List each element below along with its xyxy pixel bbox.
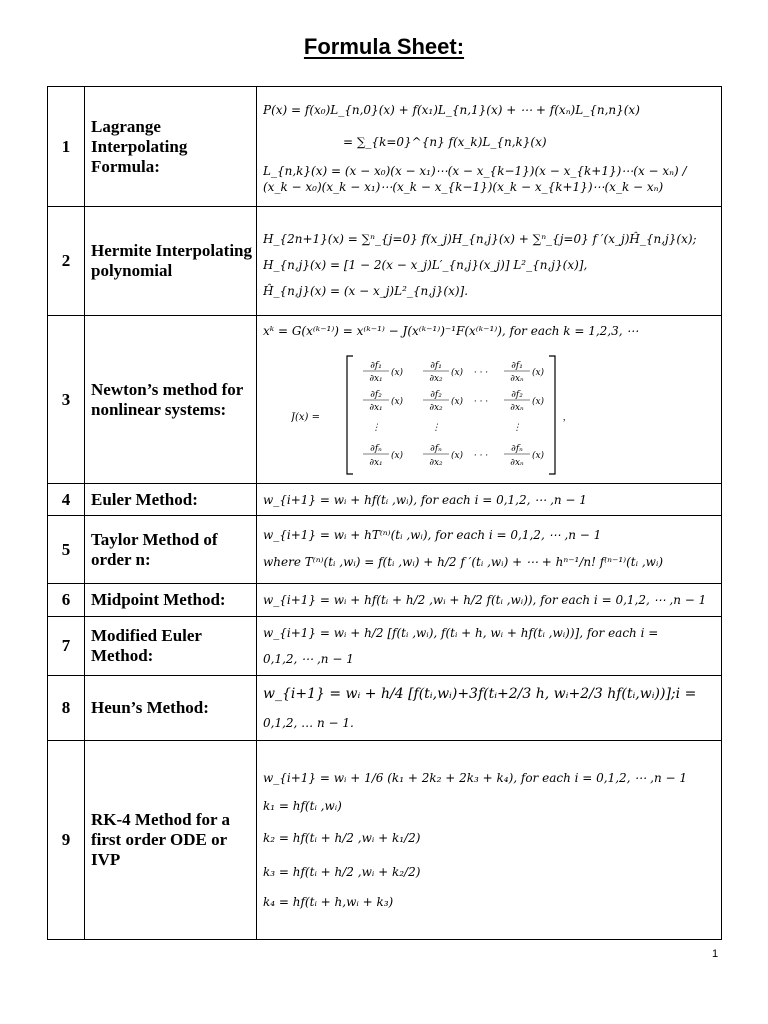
svg-text:∂f₂: ∂f₂ <box>430 389 442 400</box>
method-name: Midpoint Method: <box>85 584 257 617</box>
svg-text:(x): (x) <box>450 396 464 407</box>
method-name: Taylor Method of order n: <box>85 516 257 584</box>
svg-text:∂xₙ: ∂xₙ <box>510 402 524 413</box>
formula-line: where T⁽ⁿ⁾(tᵢ ,wᵢ) = f(tᵢ ,wᵢ) + h/2 f ′(tᵢ ,wᵢ) + ⋯ + hⁿ⁻¹/n! f⁽ⁿ⁻¹⁾(tᵢ ,wᵢ) <box>263 554 664 569</box>
formula-line: w_{i+1} = wᵢ + hT⁽ⁿ⁾(tᵢ ,wᵢ), for each i = 0,1,2, ⋯ ,n − 1 <box>263 527 602 542</box>
svg-text:⋮: ⋮ <box>371 422 381 433</box>
formula-line: k₃ = hf(tᵢ + h/2 ,wᵢ + k₂/2) <box>263 865 421 879</box>
table-row <box>48 87 722 207</box>
svg-text:· · ·: · · · <box>473 450 489 461</box>
page-title: Formula Sheet: <box>303 34 465 59</box>
svg-text:∂x₂: ∂x₂ <box>429 373 443 384</box>
svg-text:∂fₙ: ∂fₙ <box>430 443 442 454</box>
formula-cell <box>257 741 722 940</box>
table-row <box>48 207 722 316</box>
table-row <box>48 484 722 516</box>
formula-cell <box>257 207 722 316</box>
table-row <box>48 741 722 940</box>
method-name: RK-4 Method for a first order ODE or IVP <box>85 741 257 940</box>
svg-text:(x): (x) <box>450 367 464 378</box>
svg-text:· · ·: · · · <box>473 367 489 378</box>
svg-text:∂fₙ: ∂fₙ <box>370 443 382 454</box>
svg-text:⋮: ⋮ <box>431 422 441 433</box>
formula-cell <box>257 87 722 207</box>
svg-text:∂x₂: ∂x₂ <box>429 402 443 413</box>
formula-line: H_{n,j}(x) = [1 − 2(x − x_j)L′_{n,j}(x_j)] L²_{n,j}(x)], <box>263 257 588 272</box>
svg-text:∂fₙ: ∂fₙ <box>511 443 523 454</box>
method-name: Heun’s Method: <box>85 676 257 741</box>
svg-text:∂x₁: ∂x₁ <box>369 373 383 384</box>
formula-line: w_{i+1} = wᵢ + hf(tᵢ ,wᵢ), for each i = 0,1,2, ⋯ ,n − 1 <box>263 492 587 507</box>
method-name: Euler Method: <box>85 484 257 516</box>
svg-text:∂x₂: ∂x₂ <box>429 457 443 468</box>
method-name: Newton’s method for nonlinear systems: <box>85 316 257 484</box>
svg-text:(x): (x) <box>531 396 545 407</box>
svg-text:∂x₁: ∂x₁ <box>369 402 383 413</box>
row-number: 3 <box>48 316 85 484</box>
row-number: 5 <box>48 516 85 584</box>
svg-text:· · ·: · · · <box>473 396 489 407</box>
svg-text:∂f₁: ∂f₁ <box>511 360 523 371</box>
svg-text:(x): (x) <box>531 450 545 461</box>
jacobian-matrix <box>291 350 591 480</box>
svg-text:J(x) =: J(x) = <box>291 411 321 423</box>
formula-line: Ĥ_{n,j}(x) = (x − x_j)L²_{n,j}(x)]. <box>263 283 469 298</box>
formula-table <box>47 86 722 940</box>
svg-text:(x): (x) <box>450 450 464 461</box>
formula-line: = ∑_{k=0}^{n} f(x_k)L_{n,k}(x) <box>343 134 547 149</box>
formula-line: k₂ = hf(tᵢ + h/2 ,wᵢ + k₁/2) <box>263 831 421 845</box>
row-number: 7 <box>48 617 85 676</box>
formula-line: 0,1,2, … n − 1. <box>263 716 354 730</box>
formula-line: w_{i+1} = wᵢ + h/2 [f(tᵢ ,wᵢ), f(tᵢ + h, wᵢ + hf(tᵢ ,wᵢ))], for each i = <box>263 626 659 640</box>
svg-text:(x): (x) <box>390 367 404 378</box>
formula-cell <box>257 516 722 584</box>
table-row <box>48 516 722 584</box>
formula-cell <box>257 676 722 741</box>
formula-cell <box>257 316 722 484</box>
formula-cell <box>257 617 722 676</box>
row-number: 8 <box>48 676 85 741</box>
formula-line: xᵏ = G(x⁽ᵏ⁻¹⁾) = x⁽ᵏ⁻¹⁾ − J(x⁽ᵏ⁻¹⁾)⁻¹F(x⁽ᵏ⁻¹⁾), for each k = 1,2,3, ⋯ <box>263 323 639 338</box>
formula-line: w_{i+1} = wᵢ + h/4 [f(tᵢ,wᵢ)+3f(tᵢ+2/3 h, wᵢ+2/3 hf(tᵢ,wᵢ))];i = <box>263 686 697 702</box>
svg-text:∂f₂: ∂f₂ <box>511 389 523 400</box>
formula-line: L_{n,k}(x) = (x − x₀)(x − x₁)⋯(x − x_{k−1})(x − x_{k+1})⋯(x − xₙ) / (x_k − x₀)(x_k − x₁)⋯(x_k − x_{k−1})(x_k − x_{k+1})⋯(x_k − xₙ) <box>263 163 687 194</box>
formula-line: w_{i+1} = wᵢ + hf(tᵢ + h/2 ,wᵢ + h/2 f(tᵢ ,wᵢ)), for each i = 0,1,2, ⋯ ,n − 1 <box>263 593 707 607</box>
svg-text:∂xₙ: ∂xₙ <box>510 457 524 468</box>
formula-cell <box>257 484 722 516</box>
method-name: Modified Euler Method: <box>85 617 257 676</box>
svg-text:(x): (x) <box>390 396 404 407</box>
row-number: 1 <box>48 87 85 207</box>
table-row <box>48 316 722 484</box>
table-row <box>48 676 722 741</box>
svg-text:∂f₁: ∂f₁ <box>370 360 382 371</box>
formula-line: P(x) = f(x₀)L_{n,0}(x) + f(x₁)L_{n,1}(x) + ⋯ + f(xₙ)L_{n,n}(x) <box>263 102 640 117</box>
formula-line: 0,1,2, ⋯ ,n − 1 <box>263 652 354 666</box>
svg-text:,: , <box>563 411 566 423</box>
row-number: 2 <box>48 207 85 316</box>
svg-text:(x): (x) <box>531 367 545 378</box>
svg-text:∂x₁: ∂x₁ <box>369 457 383 468</box>
row-number: 9 <box>48 741 85 940</box>
formula-line: k₄ = hf(tᵢ + h,wᵢ + k₃) <box>263 895 394 909</box>
method-name: Lagrange Interpolating Formula: <box>85 87 257 207</box>
formula-cell <box>257 584 722 617</box>
svg-text:(x): (x) <box>390 450 404 461</box>
svg-text:∂f₂: ∂f₂ <box>370 389 382 400</box>
formula-line: w_{i+1} = wᵢ + 1/6 (k₁ + 2k₂ + 2k₃ + k₄), for each i = 0,1,2, ⋯ ,n − 1 <box>263 771 687 785</box>
page-number: 1 <box>712 948 719 960</box>
svg-text:∂xₙ: ∂xₙ <box>510 373 524 384</box>
method-name: Hermite Interpolating polynomial <box>85 207 257 316</box>
svg-text:⋮: ⋮ <box>512 422 522 433</box>
table-row <box>48 617 722 676</box>
formula-line: k₁ = hf(tᵢ ,wᵢ) <box>263 799 342 813</box>
row-number: 6 <box>48 584 85 617</box>
svg-text:∂f₁: ∂f₁ <box>430 360 442 371</box>
row-number: 4 <box>48 484 85 516</box>
table-row <box>48 584 722 617</box>
formula-line: H_{2n+1}(x) = ∑ⁿ_{j=0} f(x_j)H_{n,j}(x) + ∑ⁿ_{j=0} f ′(x_j)Ĥ_{n,j}(x); <box>263 231 697 246</box>
